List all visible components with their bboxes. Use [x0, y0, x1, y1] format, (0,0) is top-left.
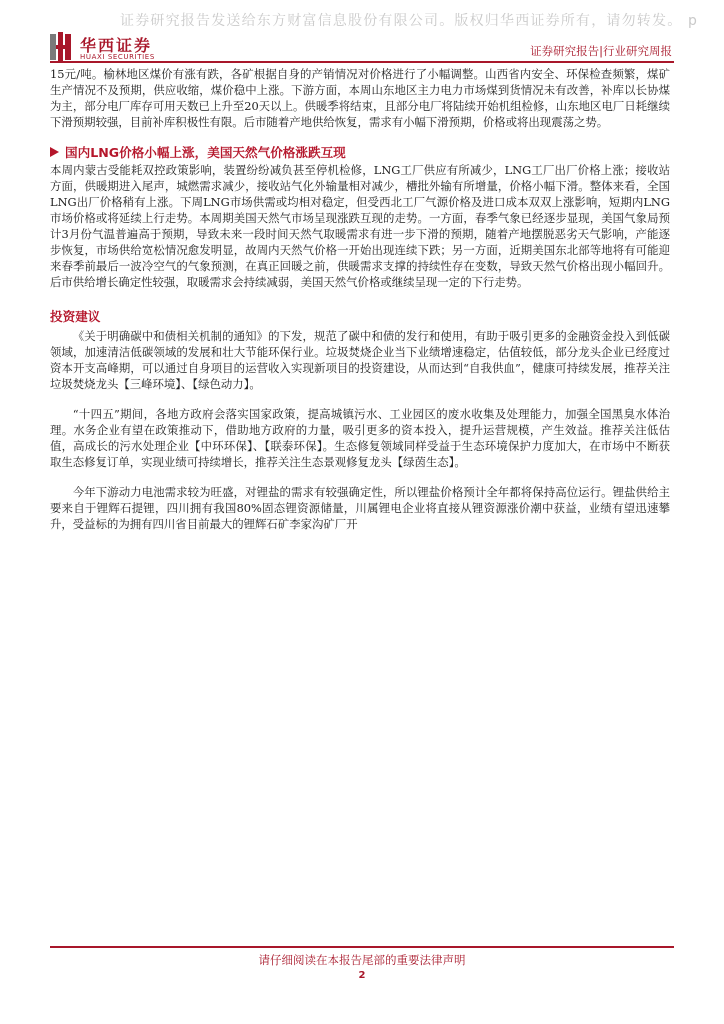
footer-divider	[50, 946, 674, 948]
watermark: 证券研究报告发送给东方财富信息股份有限公司。版权归华西证券所有，请勿转发。 p	[120, 13, 699, 29]
huaxi-logo-mark-icon	[50, 32, 72, 62]
company-logo	[50, 32, 180, 64]
heading-invest: 投资建议	[50, 309, 101, 324]
paragraph-lng: 本周内蒙古受能耗双控政策影响，装置纷纷减负甚至停机检修，LNG工厂供应有所减少，LNG工厂出厂价格上涨；接收站方面，供暖期进入尾声，城燃需求减少，接收站气化外输量相对减少，槽批外输有所增量，价格小幅下滑。整体来看，全国LNG出厂价格稍有上涨。下周LNG市场供需或均相对稳定，但受西北工厂气源价格及进口成本双双上涨影响，短期内LNG市场价格或将延续上行走势。本周期美国天然气市场呈现涨跌互现的走势。一方面，春季气象已经逐步显现，美国气象局预计3月份气温普遍高于预期，导致未来一段时间天然气取暖需求有进一步下滑的预期，随着产地摆脱恶劣天气影响，产能逐步恢复，市场供给宽松情况愈发明显，故周内天然气价格一开始出现连续下跌；另一方面，近期美国东北部等地将有可能迎来春季前最后一波冷空气的气象预测，在真正回暖之前，供暖需求支撑的持续性存在变数，导致天然气价格出现小幅回升。后市供给增长确定性较强，取暖需求会持续减弱，美国天然气价格或继续呈现一定的下行走势。	[50, 163, 670, 289]
logo-name-cn: 华西证券	[80, 36, 153, 55]
heading-lng-text: 国内LNG价格小幅上涨，美国天然气价格涨跌互现	[65, 145, 346, 160]
paragraph-coal: 15元/吨。榆林地区煤价有涨有跌，各矿根据自身的产销情况对价格进行了小幅调整。山西省内安全、环保检查频繁，煤矿生产情况不及预期，供应收缩，煤价稳中上涨。下游方面，本周山东地区主力电力市场煤到货情况未有改善，补库以长协煤为主，部分电厂库存可用天数已上升至20天以上。供暖季将结束，且部分电厂将陆续开始机组检修，山东地区电厂日耗继续下滑预期较强，目前补库积极性有限。后市随着产地供给恢复，需求有小幅下滑预期，价格或将出现震荡之势。	[50, 67, 670, 129]
heading-lng	[50, 144, 670, 162]
paragraph-invest-2: “十四五”期间，各地方政府会落实国家政策，提高城镇污水、工业园区的废水收集及处理能力，加强全国黑臭水体治理。水务企业有望在政策推动下，借助地方政府的力量，吸引更多的资本投入，提升运营规模，产生效益。推荐关注低估值，高成长的污水处理企业【中环环保】、【联泰环保】。生态修复领域同样受益于生态环境保护力度加大，在市场中不断获取生态修复订单，实现业绩可持续增长，推荐关注生态景观修复龙头【绿茵生态】。	[50, 407, 670, 469]
paragraph-invest-1: 《关于明确碳中和债相关机制的通知》的下发，规范了碳中和债的发行和使用，有助于吸引更多的金融资金投入到低碳领域，加速清洁低碳领域的发展和壮大节能环保行业。垃圾焚烧企业当下业绩增速稳定，估值较低，部分龙头企业已经度过资本开支高峰期，可以通过自身项目的运营收入实现新项目的投资建设，从而达到“自我供血”，健康可持续发展，推荐关注垃圾焚烧龙头【三峰环境】、【绿色动力】。	[50, 329, 670, 391]
report-type-label: 证券研究报告|行业研究周报	[530, 44, 672, 58]
page-number: 2	[358, 970, 366, 981]
legal-notice: 请仔细阅读在本报告尾部的重要法律声明	[258, 953, 466, 967]
header-divider	[50, 61, 674, 63]
report-body	[50, 66, 670, 532]
triangle-bullet-icon	[50, 147, 59, 157]
logo-name-en: HUAXI SECURITIES	[80, 53, 155, 61]
paragraph-invest-3: 今年下游动力电池需求较为旺盛，对锂盐的需求有较强确定性，所以锂盐价格预计全年都将保持高位运行。锂盐供给主要来自于锂辉石提锂，四川拥有我国80%固态锂资源储量，川属锂电企业将直接从锂资源涨价潮中获益，业绩有望迅速攀升，受益标的为拥有四川省目前最大的锂辉石矿李家沟矿厂开	[50, 485, 670, 531]
